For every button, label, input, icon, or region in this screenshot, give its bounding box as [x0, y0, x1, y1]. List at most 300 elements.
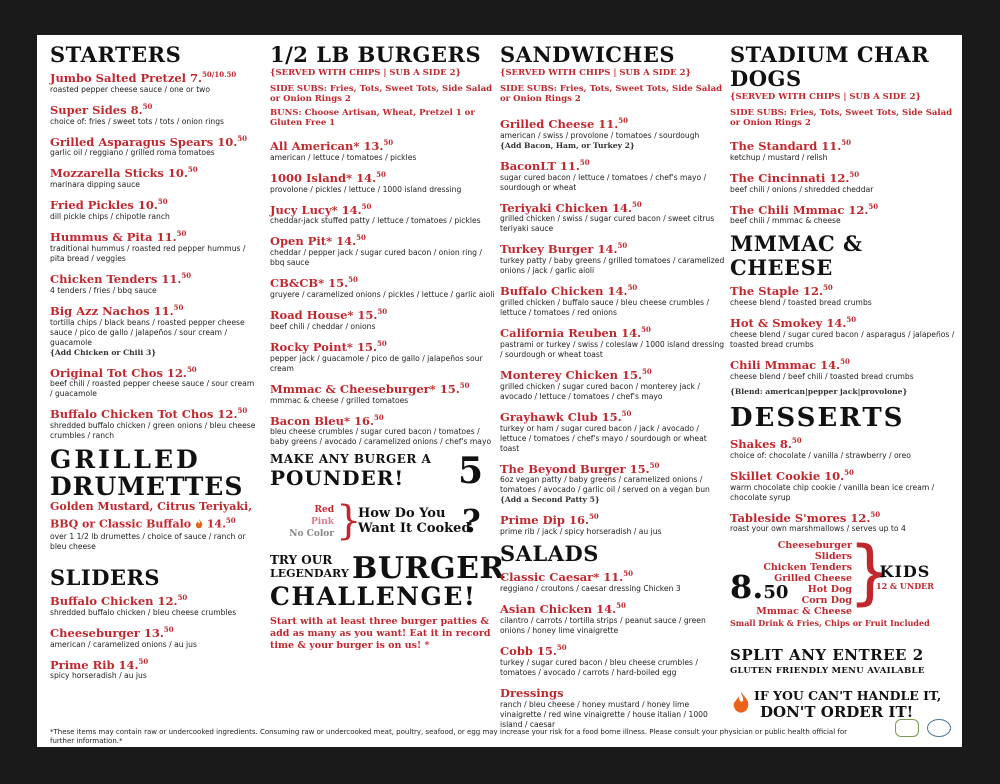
gluten-line: GLUTEN FRIENDLY MENU AVAILABLE: [730, 666, 925, 677]
dogs-side-subs: SIDE SUBS: Fries, Tots, Sweet Tots, Side Salad or Onion Rings 2: [730, 108, 953, 128]
menu-item-title: BaconLT 11.: [500, 158, 580, 173]
menu-item: [500, 281, 725, 318]
menu-item-price: 50: [459, 380, 470, 390]
menu-item: [270, 168, 495, 195]
menu-item: [50, 301, 258, 358]
drumettes-flavors-text: Golden Mustard, Citrus Teriyaki, BBQ or Classic Buffalo: [50, 500, 253, 531]
menu-item-name: [500, 365, 725, 382]
menu-item-name: [500, 683, 725, 700]
drumettes-desc: over 1 1/2 lb drumettes / choice of sauce / ranch or bleu cheese: [50, 531, 246, 551]
menu-item-desc: beef chili / onions / shredded cheddar: [730, 184, 874, 194]
burgers-title: 1/2 LB BURGERS: [270, 42, 482, 67]
flame-icon: [195, 519, 203, 529]
menu-item-name: [500, 156, 725, 173]
menu-item-title: Tableside S'mores 12.: [730, 510, 871, 525]
flame-icon: [732, 690, 750, 720]
menu-item: [50, 623, 258, 650]
kids-title: KIDS: [879, 562, 931, 582]
menu-item-title: CB&CB* 15.: [270, 276, 349, 291]
menu-item-desc: beef chili / roasted pepper cheese sauce / sour cream / guacamole: [50, 379, 255, 399]
menu-item: [730, 508, 955, 535]
menu-item-title: Skillet Cookie 10.: [730, 468, 845, 483]
menu-item-title: Grilled Asparagus Spears 10.: [50, 134, 238, 149]
menu-item-price: 50: [173, 302, 184, 312]
column-4: [730, 43, 955, 722]
mac-blend: {Blend: american|pepper jack|provolone}: [730, 386, 908, 396]
challenge-line2: LEGENDARY: [270, 567, 349, 581]
handle-section: [730, 688, 955, 722]
menu-item: [50, 591, 258, 618]
menu-item-desc: grilled chicken / buffalo sauce / bleu cheese crumbles / lettuce / tomatoes / red onions: [500, 298, 710, 318]
drumettes-title-2: DRUMETTES: [50, 472, 244, 502]
menu-item-price: 50: [356, 233, 366, 243]
menu-item-desc: mmmac & cheese / grilled tomatoes: [270, 395, 409, 405]
drumettes-cents: 50: [225, 516, 236, 526]
menu-item: [500, 459, 725, 506]
menu-item-title: Hot & Smokey 14.: [730, 316, 847, 331]
drumettes-title-1: GRILLED: [50, 445, 201, 475]
menu-item-name: [270, 411, 495, 428]
menu-item-price: 50: [138, 656, 149, 666]
cooked-line2: Want It Cooked: [358, 521, 471, 537]
menu-item: [270, 273, 495, 300]
menu-item-desc: sugar cured bacon / lettuce / tomatoes / chef's mayo / sourdough or wheat: [500, 172, 707, 192]
drumettes-flavors: [50, 500, 258, 532]
menu-item-desc: ketchup / mustard / relish: [730, 152, 828, 162]
sandwiches-list: [500, 114, 725, 537]
menu-item-title: Chicken Tenders 11.: [50, 271, 182, 286]
menu-item-title: Bacon Bleu* 16.: [270, 413, 374, 428]
menu-item: [500, 683, 725, 730]
menu-item-price: 50: [791, 435, 802, 445]
menu-item-title: Jumbo Salted Pretzel 7.: [50, 70, 203, 85]
menu-item-desc: turkey patty / baby greens / grilled tomatoes / caramelized onions / jack / garlic aioli: [500, 256, 725, 276]
salads-title: SALADS: [500, 541, 599, 567]
menu-item-title: Mozzarella Sticks 10.: [50, 166, 188, 181]
menu-item-desc: beef chili / mmmac & cheese: [730, 216, 841, 226]
menu-item-desc: ranch / bleu cheese / honey mustard / honey lime vinaigrette / red wine vinaigrette / house italian / 1000 island / caesar: [500, 699, 708, 729]
menu-item-desc: shredded buffalo chicken / bleu cheese crumbles: [50, 607, 237, 617]
menu-item-name: [270, 337, 495, 354]
kids-brace-icon: }: [848, 531, 893, 614]
menu-item: [500, 510, 725, 537]
menu-item: [50, 100, 258, 127]
menu-item-price: 50: [176, 229, 187, 239]
menu-item-name: [50, 591, 258, 608]
menu-item-price: 50: [157, 197, 168, 207]
menu-item: [500, 114, 725, 151]
menu-item-price: 50: [641, 325, 651, 335]
menu-item-title: Dressings: [500, 685, 564, 700]
menu-item-price: 50: [237, 133, 248, 143]
disclaimer: *These items may contain raw or undercooked ingredients. Consuming raw or undercooked meat, poultry, seafood, or egg may increase your risk for a food borne illness. Please consult your physician or public health official for further information.*: [50, 728, 848, 745]
menu-item: [730, 434, 955, 461]
menu-item-name: [50, 363, 258, 380]
kids-item: Hot Dog: [807, 584, 852, 596]
menu-item-name: [730, 200, 955, 217]
cooked-options: [284, 504, 334, 540]
handle-line2: DON'T ORDER IT!: [760, 703, 914, 722]
menu-item-title: The Cincinnati 12.: [730, 170, 850, 185]
menu-item: [50, 163, 258, 190]
menu-item-title: Super Sides 8.: [50, 102, 143, 117]
menu-item-title: 1000 Island* 14.: [270, 170, 377, 185]
menu-item-title: Monterey Chicken 15.: [500, 367, 642, 382]
menu-item-desc: grilled chicken / swiss / sugar cured bacon / sweet citrus teriyaki sauce: [500, 214, 715, 234]
sandwiches-side-subs: SIDE SUBS: Fries, Tots, Sweet Tots, Side Salad or Onion Rings 2: [500, 84, 723, 104]
pounder-line1: MAKE ANY BURGER A: [270, 452, 432, 467]
menu-item-desc: dill pickle chips / chipotle ranch: [50, 212, 170, 222]
challenge-big: BURGER: [352, 551, 505, 587]
menu-item-price: 50: [870, 509, 881, 519]
menu-item: [270, 136, 495, 163]
menu-item-name: [270, 305, 495, 322]
pounder-line2: POUNDER!: [270, 466, 405, 491]
menu-item-desc: cilantro / carrots / tortilla strips / peanut sauce / green onions / honey lime vinaigrette: [500, 615, 706, 635]
menu-item: [730, 200, 955, 227]
column-1: [50, 43, 258, 686]
menu-item-desc: reggiano / croutons / caesar dressing Chicken 3: [500, 584, 681, 594]
menu-item-price: 50: [181, 270, 192, 280]
menu-item-desc: gruyere / caramelized onions / pickles / lettuce / garlic aioli: [270, 290, 495, 300]
menu-item-price: 50: [621, 408, 632, 418]
menu-item: [50, 269, 258, 296]
menu-item-desc: marinara dipping sauce: [50, 180, 140, 190]
brand-logo-1: [895, 719, 919, 737]
menu-item-price: 50: [348, 275, 358, 285]
menu-item-title: Prime Rib 14.: [50, 657, 139, 672]
menu-item-name: [50, 100, 258, 117]
menu-item-title: Teriyaki Chicken 14.: [500, 200, 632, 215]
menu-item-extra: {Add Bacon, Ham, or Turkey 2}: [500, 140, 635, 150]
menu-item-price: 50: [187, 165, 198, 175]
kids-price-cents: 50: [763, 582, 789, 604]
menu-item-name: [500, 239, 725, 256]
menu-item-name: [500, 567, 725, 584]
menu-item-name: [500, 323, 725, 340]
menu-item-price: 50: [376, 169, 386, 179]
menu-item-price: 50: [361, 201, 372, 211]
menu-item: [270, 200, 495, 227]
menu-item-name: [50, 195, 258, 212]
menu-item-title: Road House* 15.: [270, 307, 378, 322]
menu-item-title: Cobb 15.: [500, 643, 557, 658]
desserts-list: [730, 434, 955, 534]
menu-item-price: 50: [623, 569, 633, 579]
menu-item-extra: {Add Chicken or Chili 3}: [50, 347, 157, 357]
menu-item-name: [730, 466, 955, 483]
handle-line1: IF YOU CAN'T HANDLE IT,: [754, 688, 942, 704]
sandwiches-sub: {SERVED WITH CHIPS | SUB A SIDE 2}: [500, 68, 691, 78]
challenge-line1: TRY OUR: [270, 553, 333, 568]
menu-item-price: 50: [618, 116, 629, 125]
menu-item: [50, 655, 258, 682]
menu-item-name: [730, 281, 955, 298]
menu-item-name: [270, 136, 495, 153]
menu-item-name: [50, 269, 258, 286]
challenge-line3: CHALLENGE!: [270, 582, 477, 612]
kids-label: [876, 562, 934, 591]
menu-item-price: 50: [186, 364, 197, 374]
split-section: [730, 646, 955, 676]
kids-note: Small Drink & Fries, Chips or Fruit Included: [730, 618, 930, 629]
burgers-buns: BUNS: Choose Artisan, Wheat, Pretzel 1 or Gluten Free 1: [270, 108, 475, 128]
menu-item-desc: choice of: chocolate / vanilla / strawberry / oreo: [730, 450, 911, 460]
cooked-red: Red: [314, 505, 334, 516]
menu-item: [730, 136, 955, 163]
menu-item-name: [270, 379, 495, 396]
menu-item: [500, 365, 725, 402]
brand-logo-2: [927, 719, 951, 737]
menu-item-price: 50: [376, 338, 387, 348]
starters-title: STARTERS: [50, 42, 182, 67]
dogs-title: STADIUM CHAR DOGS: [730, 42, 930, 91]
sliders-list: [50, 591, 258, 681]
burgers-sub: {SERVED WITH CHIPS | SUB A SIDE 2}: [270, 68, 461, 78]
menu-item: [730, 168, 955, 195]
menu-item-desc: turkey or ham / sugar cured bacon / jack / avocado / lettuce / tomatoes / chef's mayo / sourdough or wheat toast: [500, 423, 707, 453]
kids-price-dollars: 8.: [730, 568, 764, 607]
mac-title: MMMAC & CHEESE: [730, 231, 863, 281]
desserts-title: DESSERTS: [730, 402, 905, 433]
menu-item-title: Shakes 8.: [730, 436, 792, 451]
menu-item-desc: garlic oil / reggiano / grilled roma tomatoes: [50, 148, 215, 158]
menu-item-price: 50: [844, 467, 854, 477]
menu-item-price: 50: [649, 460, 660, 470]
menu-item: [500, 599, 725, 636]
menu-item-desc: american / caramelized onions / au jus: [50, 639, 197, 649]
menu-item-desc: spicy horseradish / au jus: [50, 671, 147, 681]
menu-item-price: 50: [840, 357, 850, 367]
menu-item: [500, 239, 725, 276]
menu-item: [270, 305, 495, 332]
menu-item-price: 50: [849, 169, 860, 179]
menu-item-price: 50: [868, 201, 879, 211]
brace-icon: }: [336, 498, 362, 545]
menu-item-price: 50: [579, 157, 590, 167]
menu-item-price: 50: [627, 283, 638, 293]
menu-item-desc: prime rib / jack / spicy horseradish / au jus: [500, 527, 662, 537]
menu-item-title: Rocky Point* 15.: [270, 339, 377, 354]
menu-item-name: [270, 273, 495, 290]
menu-item: [50, 68, 258, 95]
menu-item: [730, 281, 955, 308]
menu-item-name: [500, 599, 725, 616]
menu-item-name: [500, 510, 725, 527]
menu-item-name: [500, 114, 725, 131]
menu-item-price: 50: [588, 512, 599, 522]
menu-item-name: [730, 355, 955, 372]
cooked-none: No Color: [289, 529, 334, 540]
menu-item: [50, 132, 258, 159]
menu-item-price: 50: [383, 138, 394, 147]
menu-item: [730, 355, 955, 382]
menu-item-title: Open Pit* 14.: [270, 234, 357, 249]
menu-item-price: 50: [374, 412, 384, 422]
menu-item-name: [50, 132, 258, 149]
menu-item-price: 50: [632, 199, 642, 209]
menu-item-desc: beef chili / cheddar / onions: [270, 321, 376, 331]
menu-item-name: [270, 168, 495, 185]
menu-item-name: [50, 163, 258, 180]
burgers-list: [270, 136, 495, 447]
menu-item-desc: cheese blend / sugar cured bacon / asparagus / jalapeños / toasted bread crumbs: [730, 330, 955, 350]
menu-item-title: The Staple 12.: [730, 284, 824, 299]
menu-item-desc: 4 tenders / fries / bbq sauce: [50, 285, 157, 295]
menu-item: [500, 323, 725, 360]
menu-item-desc: shredded buffalo chicken / green onions / bleu cheese crumbles / ranch: [50, 421, 256, 441]
menu-item-desc: american / lettuce / tomatoes / pickles: [270, 152, 417, 162]
menu-item-desc: grilled chicken / sugar cured bacon / monterey jack / avocado / lettuce / tomatoes / chef's mayo: [500, 381, 700, 401]
menu-item-title: All American* 13.: [270, 138, 384, 153]
menu-item-price: 50: [163, 624, 174, 634]
menu-item-name: [500, 281, 725, 298]
kids-age: 12 & UNDER: [876, 581, 934, 592]
menu-item-extra: {Add a Second Patty 5}: [500, 495, 600, 505]
menu-item-title: Grayhawk Club 15.: [500, 409, 622, 424]
menu-item-desc: cheddar-jack stuffed patty / lettuce / tomatoes / pickles: [270, 216, 481, 226]
menu-item-desc: roast your own marshmallows / serves up to 4: [730, 524, 906, 534]
menu-item: [50, 404, 258, 441]
kids-item: Corn Dog: [801, 595, 852, 607]
menu-item: [500, 156, 725, 193]
burgers-side-subs: SIDE SUBS: Fries, Tots, Sweet Tots, Side Salad or Onion Rings 2: [270, 84, 493, 104]
menu-item-price: 50: [142, 101, 153, 111]
menu-item-name: [730, 168, 955, 185]
menu-item-name: [730, 136, 955, 153]
cooked-pink: Pink: [311, 517, 334, 528]
menu-item-name: [730, 508, 955, 525]
menu-item-desc: cheddar / pepper jack / sugar cured bacon / onion ring / bbq sauce: [270, 248, 482, 268]
drumettes-section: [50, 446, 258, 552]
menu-item: [730, 313, 955, 350]
menu-item: [50, 363, 258, 400]
menu-item-title: The Chili Mmmac 12.: [730, 202, 869, 217]
menu-item: [500, 198, 725, 235]
menu-item-price: 50: [616, 601, 626, 611]
kids-item: Grilled Cheese: [774, 573, 852, 585]
menu-item-price: 50: [841, 138, 852, 147]
menu-item-desc: cheese blend / toasted bread crumbs: [730, 298, 872, 308]
menu-item-name: [50, 68, 258, 85]
menu-item-desc: cheese blend / beef chili / toasted bread crumbs: [730, 371, 914, 381]
menu-item-name: [500, 459, 725, 476]
menu-item-title: Big Azz Nachos 11.: [50, 303, 174, 318]
split-line: SPLIT ANY ENTREE 2: [730, 646, 924, 665]
pounder-price: 5: [458, 450, 484, 493]
menu-item-desc: warm chocolate chip cookie / vanilla bean ice cream / chocolate syrup: [730, 482, 935, 502]
menu-item-desc: pastrami or turkey / swiss / coleslaw / 1000 island dressing / sourdough or wheat toast: [500, 339, 725, 359]
menu-item-title: Chili Mmmac 14.: [730, 357, 841, 372]
menu-item-title: Fried Pickles 10.: [50, 198, 158, 213]
cooked-box: [270, 500, 495, 550]
menu-item-desc: bleu cheese crumbles / sugar cured bacon / tomatoes / baby greens / avocado / caramelized onions / chef's mayo: [270, 427, 492, 447]
kids-items: [746, 540, 852, 617]
menu-item-name: [50, 623, 258, 640]
menu-item-desc: 6oz vegan patty / baby greens / caramelized onions / tomatoes / avocado / garlic oil / served on a vegan bun: [500, 475, 710, 495]
menu-item-name: [50, 655, 258, 672]
menu-item-price: 50/10.50: [202, 70, 237, 79]
menu-item-price: 50: [823, 283, 833, 293]
mac-list: [730, 281, 955, 381]
kids-box: [730, 531, 955, 630]
menu-item-desc: turkey / sugar cured bacon / bleu cheese crumbles / tomatoes / avocado / carrots / hard-boiled egg: [500, 657, 698, 677]
menu-item-title: Buffalo Chicken 14.: [500, 284, 628, 299]
drumettes-price: 14.: [206, 517, 226, 531]
menu-item-title: Buffalo Chicken Tot Chos 12.: [50, 407, 238, 422]
menu-item-name: [730, 313, 955, 330]
menu-item-price: 50: [237, 406, 248, 416]
menu-item-price: 50: [377, 307, 388, 317]
menu-item-desc: traditional hummus / roasted red pepper hummus / pita bread / veggies: [50, 243, 246, 263]
menu-item-title: Mmmac & Cheeseburger* 15.: [270, 381, 460, 396]
menu-item: [270, 379, 495, 406]
menu-item-desc: choice of: fries / sweet tots / tots / onion rings: [50, 116, 224, 126]
menu-item: [500, 567, 725, 594]
menu-item-title: Grilled Cheese 11.: [500, 116, 619, 131]
menu-item-title: Prime Dip 16.: [500, 513, 589, 528]
cooked-q-mark: ?: [462, 502, 481, 541]
menu-item-price: 50: [617, 241, 628, 251]
menu-item-title: Hummus & Pita 11.: [50, 229, 177, 244]
menu-item-title: Cheeseburger 13.: [50, 625, 164, 640]
menu-item-price: 50: [642, 366, 652, 376]
menu-item-desc: pepper jack / guacamole / pico de gallo / jalapeños sour cream: [270, 353, 483, 373]
menu-item-price: 50: [177, 592, 188, 602]
starters-list: [50, 68, 258, 441]
menu-item-name: [270, 200, 495, 217]
kids-item: Cheeseburger Sliders: [777, 540, 852, 563]
menu-item: [270, 411, 495, 448]
menu-item: [500, 641, 725, 678]
dogs-list: [730, 136, 955, 226]
menu-item-title: Buffalo Chicken 12.: [50, 593, 178, 608]
menu-item-desc: tortilla chips / black beans / roasted pepper cheese sauce / pico de gallo / jalapeños / sour cream / guacamole: [50, 317, 245, 347]
menu-item-name: [500, 198, 725, 215]
menu-item: [50, 227, 258, 264]
menu-item-desc: provolone / pickles / lettuce / 1000 island dressing: [270, 184, 462, 194]
menu-item-name: [50, 301, 258, 318]
menu-item-title: The Standard 11.: [730, 138, 842, 153]
menu-item-name: [50, 404, 258, 421]
cooked-line1: How Do You: [358, 506, 446, 522]
menu-item-price: 50: [846, 315, 857, 325]
menu-item-title: Classic Caesar* 11.: [500, 570, 624, 585]
menu-item: [270, 231, 495, 268]
menu-sheet: [37, 35, 962, 747]
challenge-lines: [270, 551, 505, 587]
column-2: [270, 42, 505, 656]
salads-list: [500, 567, 725, 729]
dogs-sub: {SERVED WITH CHIPS | SUB A SIDE 2}: [730, 92, 921, 102]
column-3: [500, 43, 725, 735]
menu-item-title: Asian Chicken 14.: [500, 601, 617, 616]
menu-item-title: Turkey Burger 14.: [500, 242, 618, 257]
cooked-question: [358, 506, 471, 536]
menu-item-title: Original Tot Chos 12.: [50, 365, 187, 380]
challenge-desc: Start with at least three burger patties & add as many as you want! Eat it in record time & your burger is on us! *: [270, 616, 491, 652]
pounder-banner: [270, 452, 495, 494]
menu-item-name: [500, 641, 725, 658]
sliders-title: SLIDERS: [50, 564, 161, 590]
menu-item: [500, 407, 725, 454]
challenge-section: [270, 551, 505, 652]
sandwiches-title: SANDWICHES: [500, 42, 675, 67]
menu-item-desc: american / swiss / provolone / tomatoes / sourdough: [500, 130, 700, 140]
menu-item-name: [730, 434, 955, 451]
menu-item-name: [50, 227, 258, 244]
menu-item: [730, 466, 955, 503]
